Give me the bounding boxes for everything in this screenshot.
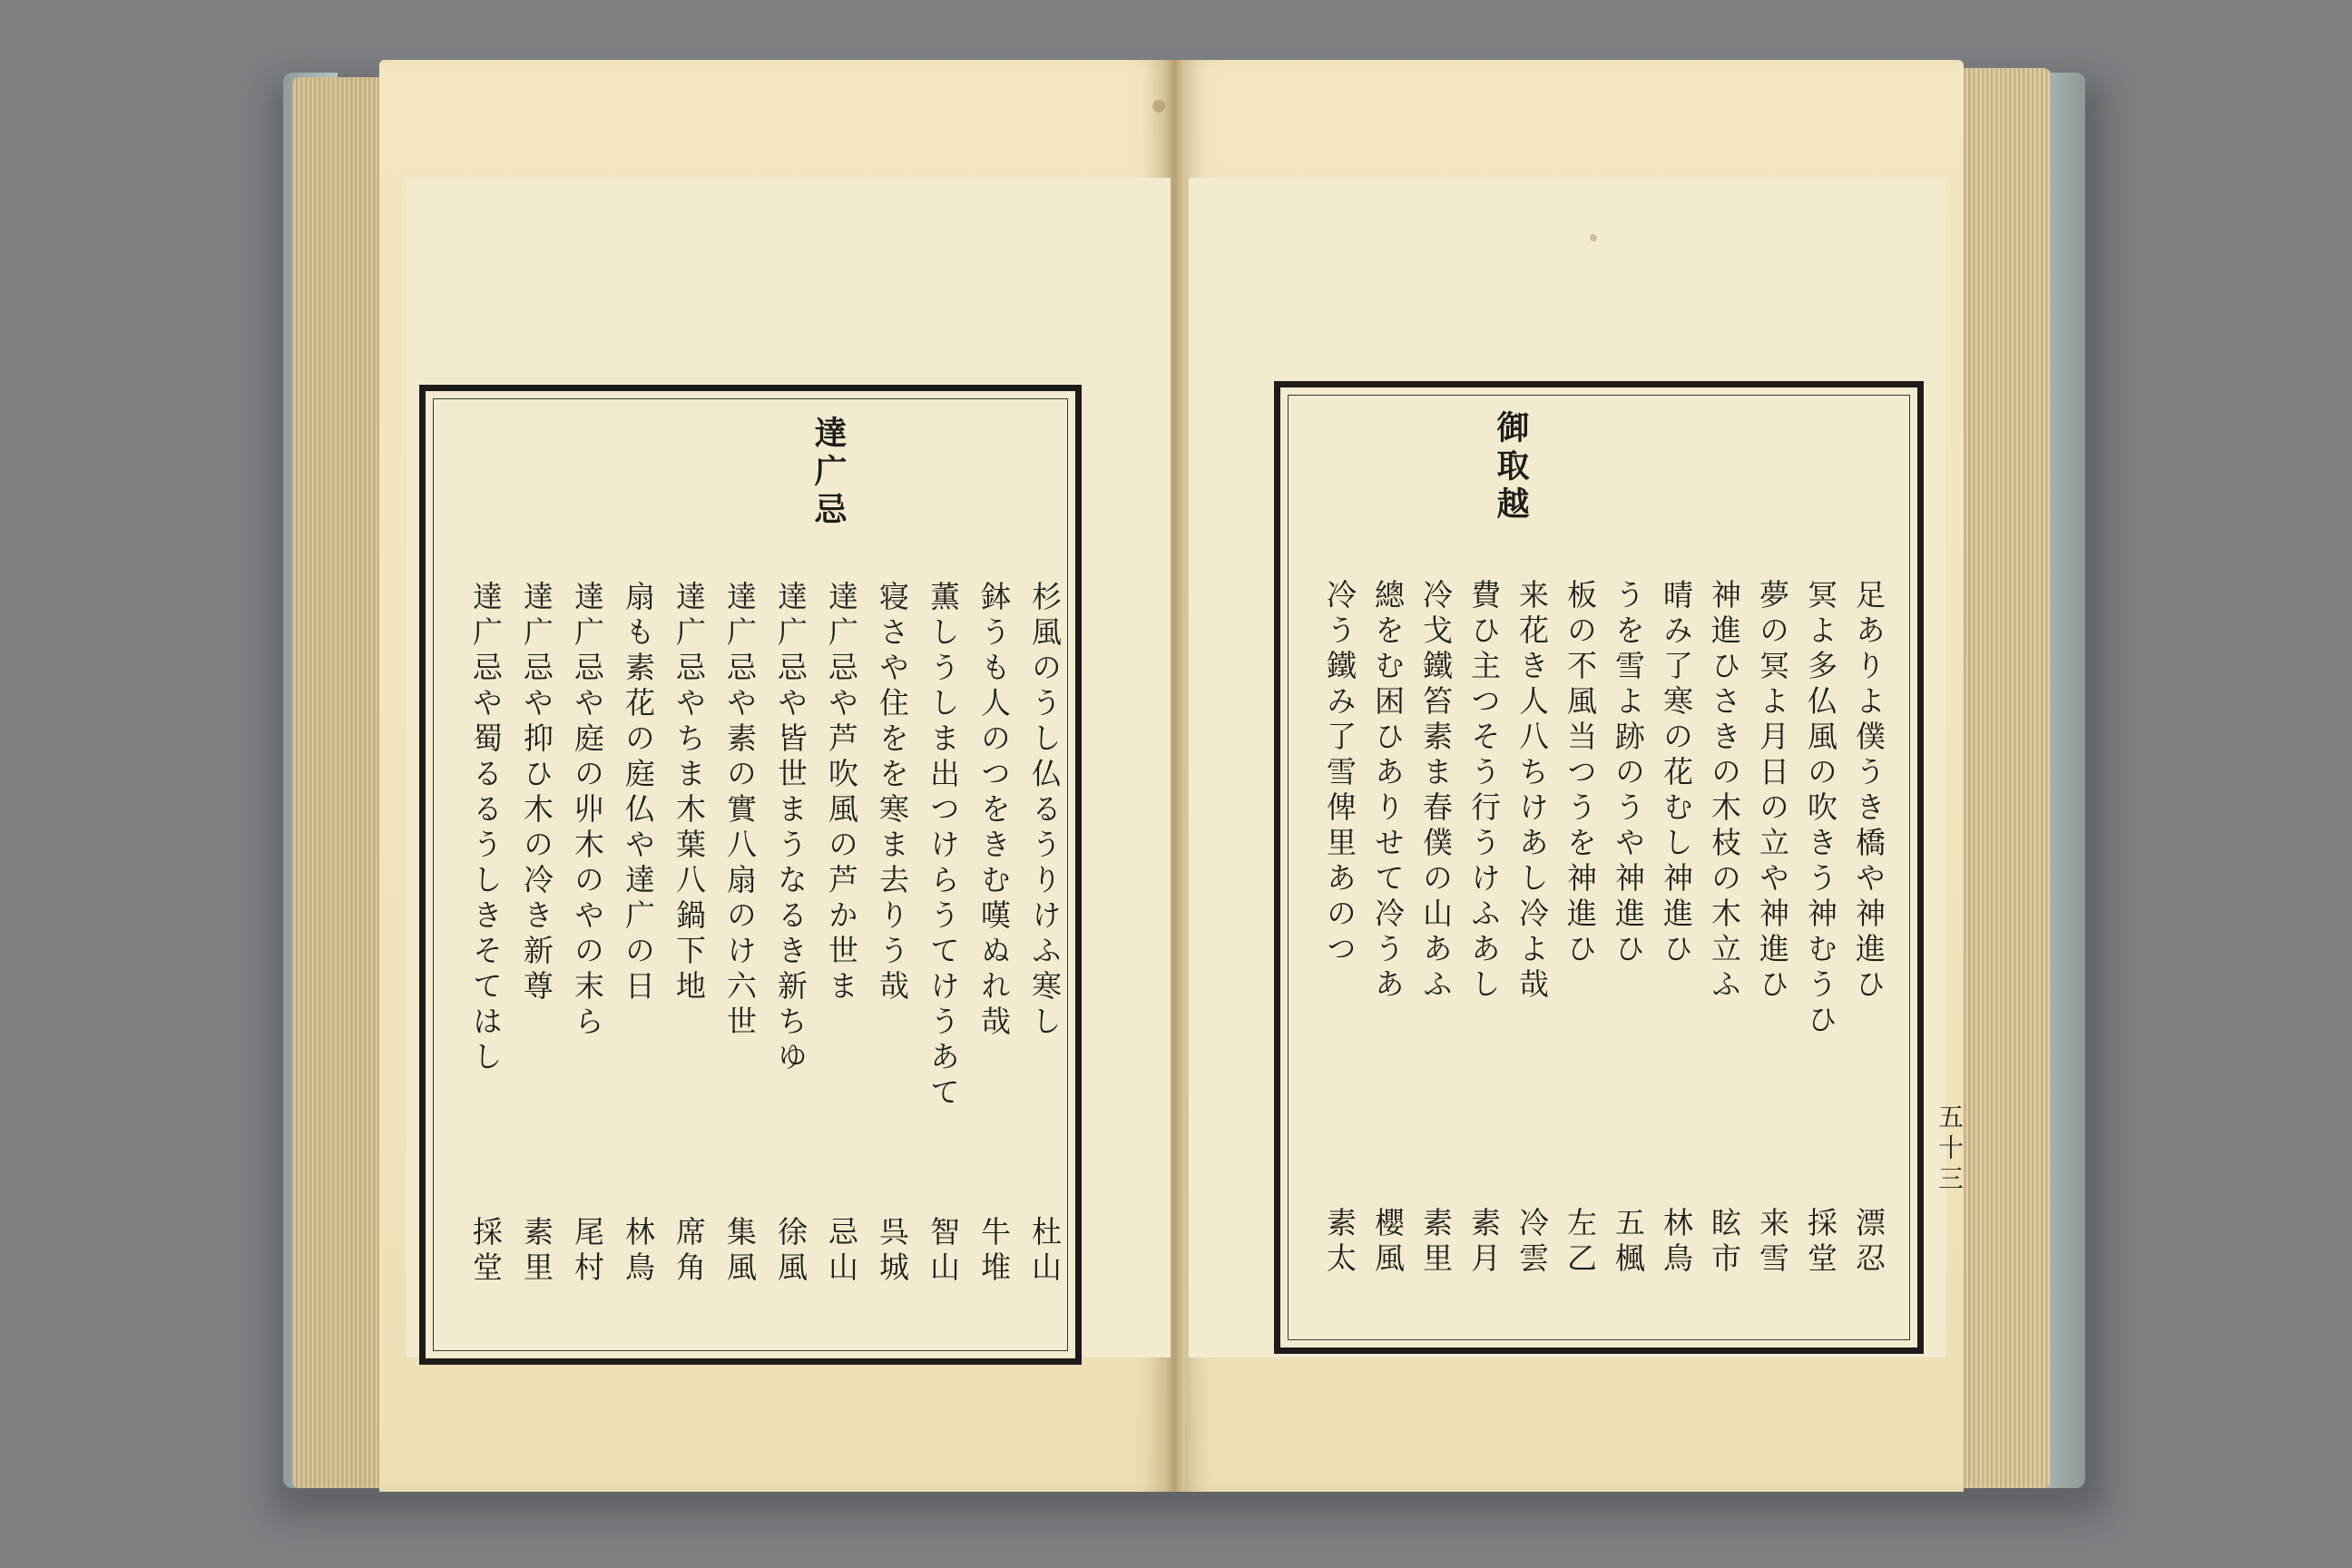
poem-line: 費ひ主つそう行うけふあし	[1466, 579, 1502, 1004]
page-edges-right	[1951, 68, 2051, 1488]
poem-author: 櫻風	[1370, 1207, 1406, 1278]
poem-author: 冷雲	[1514, 1207, 1550, 1278]
poem-author: 集風	[722, 1216, 758, 1287]
poem-author: 採堂	[468, 1216, 504, 1287]
poem-line: 薫しうしま出つけらうてけうあて	[926, 581, 961, 1112]
poem-line: 達广忌や素の實八扇のけ六世	[722, 581, 758, 1041]
poem-line: 神進ひさきの木枝の木立ふ	[1707, 579, 1742, 1004]
poem-line: 来花き人八ちけあし冷よ哉	[1514, 579, 1550, 1004]
poem-author: 杜山	[1027, 1216, 1063, 1287]
poem-author: 素里	[1418, 1207, 1454, 1278]
poem-author: 来雪	[1755, 1207, 1790, 1278]
poem-author: 牛堆	[976, 1216, 1012, 1287]
poem-author: 徐風	[773, 1216, 808, 1287]
poem-author: 素太	[1322, 1207, 1357, 1278]
poem-author: 林鳥	[1659, 1207, 1694, 1278]
poem-line: うを雪よ跡のうや神進ひ	[1611, 579, 1646, 968]
poem-author: 林鳥	[621, 1216, 656, 1287]
poem-author: 左乙	[1563, 1207, 1598, 1278]
right-section-title: 御取越	[1492, 410, 1530, 524]
poem-author: 眩市	[1707, 1207, 1742, 1278]
poem-author: 智山	[926, 1216, 961, 1287]
poem-author: 素月	[1466, 1207, 1502, 1278]
poem-line: 總をむ困ひありせて冷うあ	[1370, 579, 1406, 1004]
poem-line: 冥よ多仏風の吹きう神むうひ	[1803, 579, 1838, 1039]
poem-author: 素里	[519, 1216, 554, 1287]
poem-line: 扇も素花の庭仏や達广の日	[621, 581, 656, 1005]
poem-line: 達广忌や蜀るるうしきそてはし	[468, 581, 504, 1076]
poem-line: 杉風のうし仏るうりけふ寒し	[1027, 581, 1063, 1041]
poem-author: 五楓	[1611, 1207, 1646, 1278]
ink-stain	[1152, 100, 1165, 113]
poem-line: 冷う鐵み了雪俾里あのつ	[1322, 579, 1357, 968]
poem-author: 尾村	[570, 1216, 605, 1287]
poem-author: 呉城	[875, 1216, 910, 1287]
poem-line: 達广忌や抑ひ木の冷き新尊	[519, 581, 554, 1005]
poem-author: 漂忍	[1851, 1207, 1886, 1278]
page-edges-left	[292, 77, 383, 1488]
poem-author: 席角	[671, 1216, 707, 1287]
poem-line: 板の不風当つうを神進ひ	[1563, 579, 1598, 968]
poem-line: 達广忌や庭の丱木のやの末ら	[570, 581, 605, 1041]
ink-stain	[1590, 234, 1597, 241]
page-number: 五十三	[1935, 1103, 1965, 1196]
poem-line: 寝さや住をを寒ま去りう哉	[875, 581, 910, 1005]
poem-line: 鉢うも人のつをきむ嘆ぬれ哉	[976, 581, 1012, 1041]
poem-line: 達广忌や皆世まうなるき新ちゆ	[773, 581, 808, 1076]
poem-author: 採堂	[1803, 1207, 1838, 1278]
poem-line: 達广忌やちま木葉八鍋下地	[671, 581, 707, 1005]
poem-line: 晴み了寒の花むし神進ひ	[1659, 579, 1694, 968]
poem-line: 冷戈鐵笞素ま春僕の山あふ	[1418, 579, 1454, 1004]
poem-line: 足ありよ僕うき橋や神進ひ	[1851, 579, 1886, 1004]
left-section-title: 達广忌	[809, 416, 848, 530]
poem-line: 達广忌や芦吹風の芦か世ま	[824, 581, 859, 1005]
poem-line: 夢の冥よ月日の立や神進ひ	[1755, 579, 1790, 1004]
poem-author: 忌山	[824, 1216, 859, 1287]
